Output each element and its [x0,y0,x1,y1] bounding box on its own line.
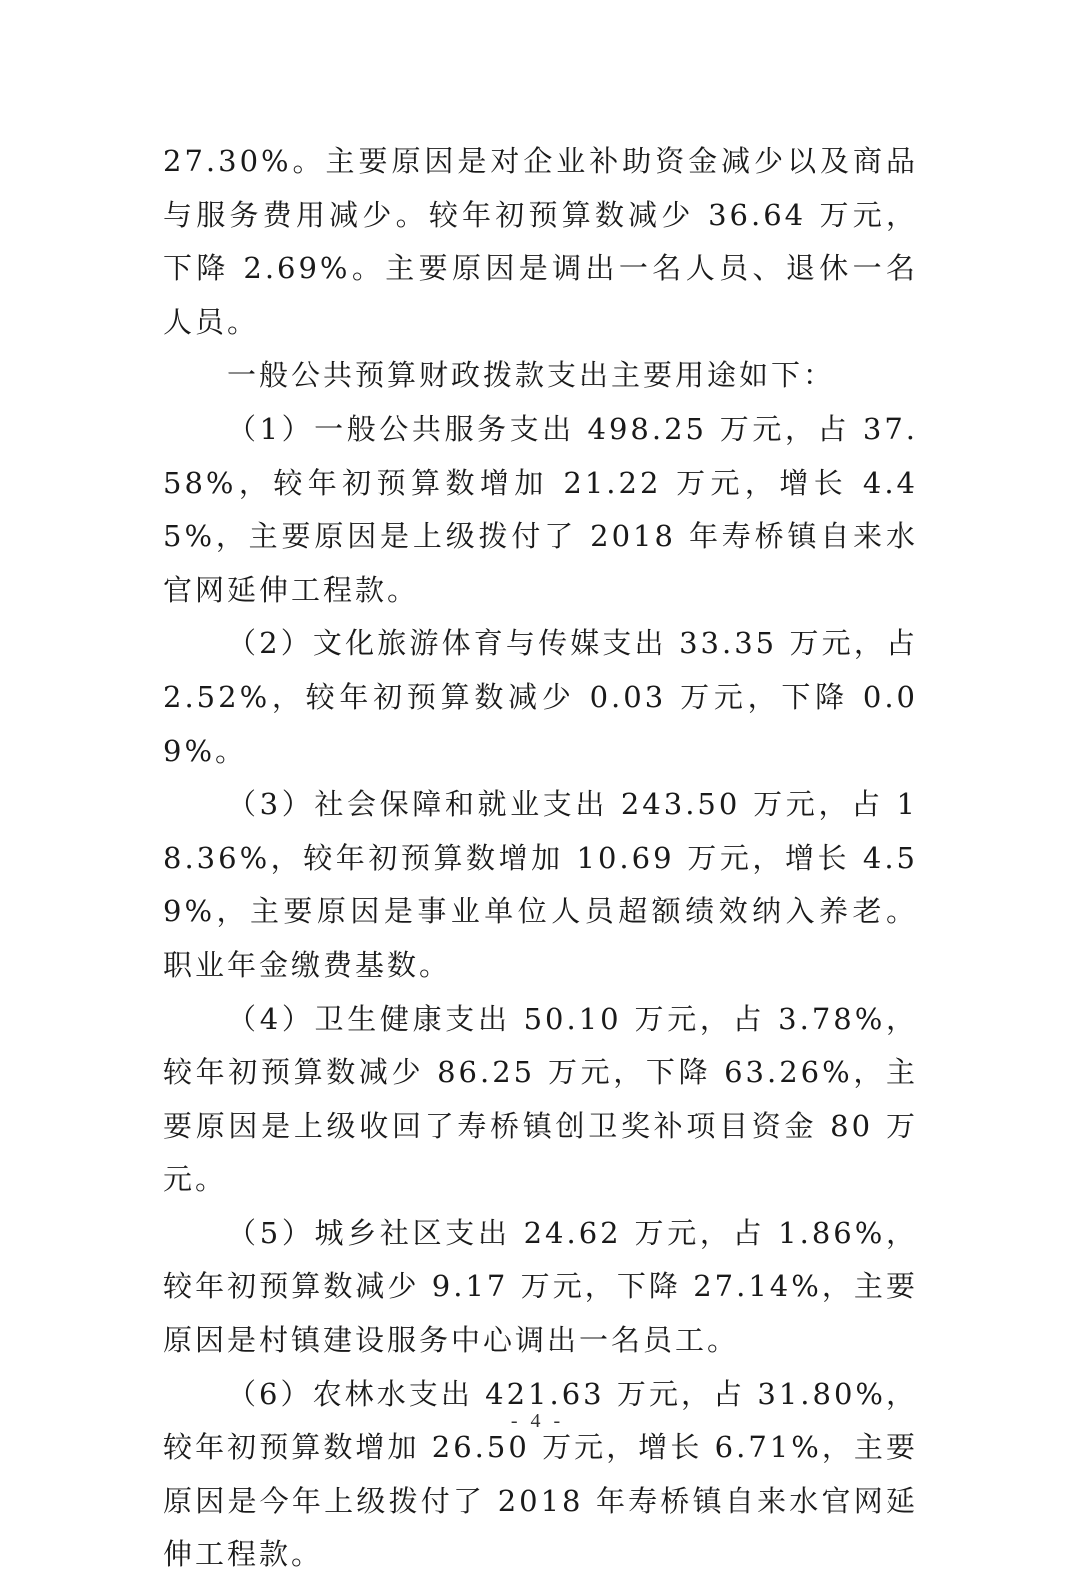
paragraph-item-3: （3）社会保障和就业支出 243.50 万元，占 18.36%，较年初预算数增加 10.69 万元，增长 4.59%，主要原因是事业单位人员超额绩效纳入养老。职业年金缴费基数。 [163,787,918,982]
paragraph-item-1: （1）一般公共服务支出 498.25 万元，占 37.58%，较年初预算数增加 21.22 万元，增长 4.45%，主要原因是上级拨付了 2018 年寿桥镇自来水官网延伸工程款。 [163,411,918,607]
paragraph-item-5: （5）城乡社区支出 24.62 万元，占 1.86%，较年初预算数减少 9.17 万元，下降 27.14%，主要原因是村镇建设服务中心调出一名员工。 [163,1215,918,1358]
paragraph-intro: 一般公共预算财政拨款支出主要用途如下： [227,358,836,393]
paragraph-item-2: （2）文化旅游体育与传媒支出 33.35 万元，占 2.52%，较年初预算数减少 0.03 万元，下降 0.09%。 [163,626,931,768]
paragraph-item-4: （4）卫生健康支出 50.10 万元，占 3.78%，较年初预算数减少 86.25 万元，下降 63.26%，主要原因是上级收回了寿桥镇创卫奖补项目资金 80 万元。 [163,1001,918,1197]
document-body [163,135,931,1582]
page-number: - 4 - [510,1410,565,1432]
paragraph-continuation: 27.30%。主要原因是对企业补助资金减少以及商品与服务费用减少。较年初预算数减少 36.64 万元，下降 2.69%。主要原因是调出一名人员、退休一名人员。 [163,144,918,339]
paragraph-item-6: （6）农林水支出 421.63 万元，占 31.80%，较年初预算数增加 26.50 万元，增长 6.71%，主要原因是今年上级拨付了 2018 年寿桥镇自来水官网延伸工程款。 [163,1376,918,1572]
